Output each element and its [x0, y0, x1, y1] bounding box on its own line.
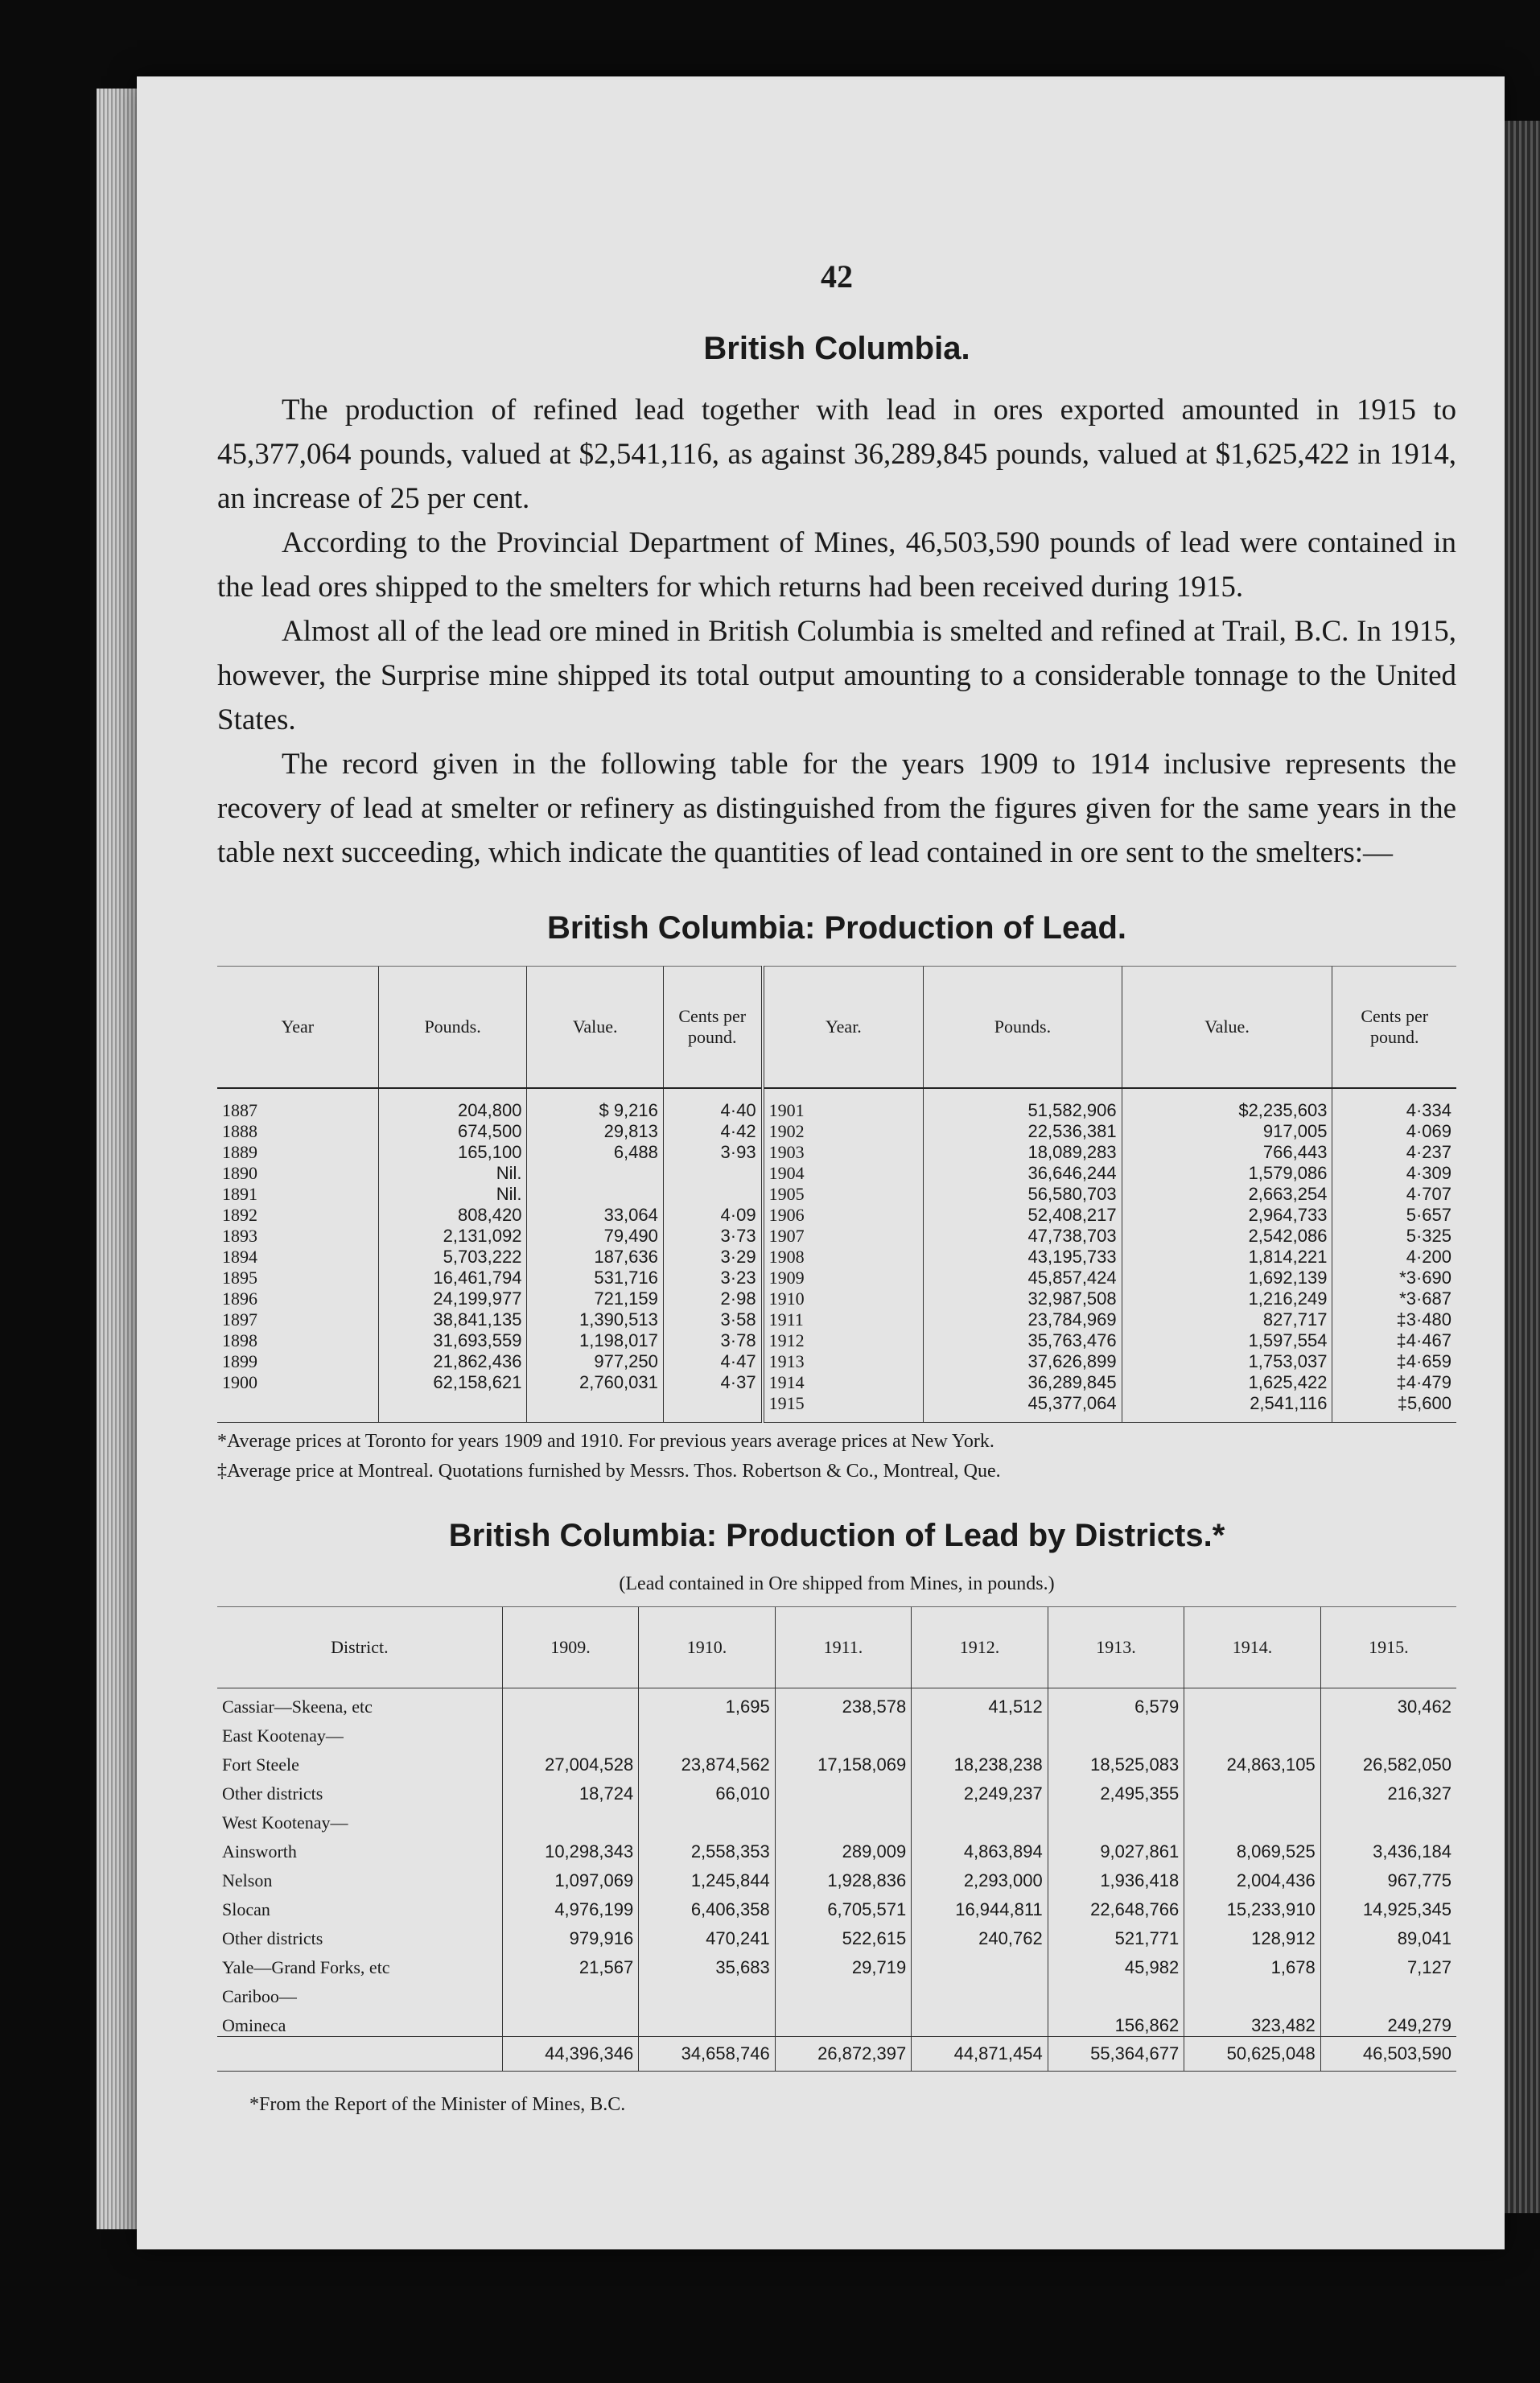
district-value	[1184, 1978, 1321, 2007]
cents-cell	[669, 1184, 756, 1205]
district-name: Other districts	[222, 1928, 323, 1948]
value-cell: 1,814,221	[1248, 1247, 1328, 1267]
district-value	[1320, 1717, 1456, 1746]
cents-cell: ‡3·480	[1396, 1309, 1451, 1330]
district-value: 17,158,069	[775, 1746, 912, 1775]
district-value: 45,982	[1048, 1949, 1184, 1978]
district-value	[502, 1688, 639, 1718]
year-cell: 1887	[222, 1100, 257, 1120]
district-value	[1320, 1804, 1456, 1833]
pounds-cell: 165,100	[457, 1142, 522, 1162]
pounds-cell: 674,500	[457, 1121, 522, 1141]
district-value: 8,069,525	[1184, 1833, 1321, 1862]
value-cell: 827,717	[1262, 1309, 1328, 1330]
cents-cell: 3·93	[720, 1142, 756, 1162]
district-value	[912, 1978, 1048, 2007]
district-value: 522,615	[775, 1920, 912, 1949]
districts-table-header	[217, 1607, 1456, 1688]
total-value: 26,872,397	[775, 2037, 912, 2072]
district-value: 2,558,353	[639, 1833, 776, 1862]
section-title: British Columbia.	[703, 331, 970, 366]
value-cell: 2,542,086	[1248, 1226, 1328, 1246]
page-number: 42	[821, 258, 853, 295]
district-value	[1184, 1804, 1321, 1833]
district-value: 3,436,184	[1320, 1833, 1456, 1862]
cents-cell: ‡4·467	[1396, 1330, 1451, 1350]
cents-column-left	[663, 1088, 762, 1423]
year-cell: 1891	[222, 1184, 257, 1204]
district-value: 23,874,562	[639, 1746, 776, 1775]
cents-cell: 2·98	[720, 1288, 756, 1309]
district-value: 15,233,910	[1184, 1891, 1321, 1920]
year-cell: 1913	[768, 1351, 805, 1371]
district-value: 216,327	[1320, 1775, 1456, 1804]
district-row	[217, 1717, 1456, 1746]
district-value	[1184, 1688, 1321, 1718]
district-value: 27,004,528	[502, 1746, 639, 1775]
cents-cell: 4·09	[720, 1205, 756, 1225]
value-cell	[532, 1184, 657, 1205]
district-name: East Kootenay—	[222, 1725, 344, 1746]
pounds-cell: 204,800	[457, 1100, 522, 1120]
district-name: Yale—Grand Forks, etc	[222, 1957, 390, 1977]
district-name: Fort Steele	[222, 1754, 299, 1775]
district-value	[775, 1804, 912, 1833]
district-value	[639, 2007, 776, 2037]
table1-title: British Columbia: Production of Lead.	[547, 910, 1126, 946]
district-value: 26,582,050	[1320, 1746, 1456, 1775]
year-cell: 1889	[222, 1142, 257, 1162]
districts-table	[217, 1606, 1456, 2072]
header-1914: 1914.	[1184, 1607, 1321, 1688]
district-value: 521,771	[1048, 1920, 1184, 1949]
district-row	[217, 1891, 1456, 1920]
district-value	[775, 2007, 912, 2037]
binding-edge	[1505, 121, 1540, 2213]
districts-table-body	[217, 1688, 1456, 2072]
district-value: 1,245,844	[639, 1862, 776, 1891]
year-cell: 1890	[222, 1163, 257, 1183]
value-cell: 917,005	[1262, 1121, 1328, 1141]
pounds-cell: 16,461,794	[433, 1268, 522, 1288]
total-value: 44,871,454	[912, 2037, 1048, 2072]
district-value	[639, 1978, 776, 2007]
year-cell: 1902	[768, 1121, 805, 1141]
district-row	[217, 1804, 1456, 1833]
value-cell	[532, 1163, 657, 1184]
value-column-right	[1122, 1088, 1332, 1423]
cents-cell: 5·657	[1406, 1205, 1451, 1225]
cents-cell: 3·29	[720, 1247, 756, 1267]
value-cell: 6,488	[613, 1142, 658, 1162]
pounds-cell: 5,703,222	[443, 1247, 522, 1267]
district-value: 10,298,343	[502, 1833, 639, 1862]
district-value: 128,912	[1184, 1920, 1321, 1949]
district-row	[217, 1862, 1456, 1891]
district-value: 66,010	[639, 1775, 776, 1804]
district-value	[502, 1978, 639, 2007]
year-cell: 1898	[222, 1330, 257, 1350]
district-value: 4,863,894	[912, 1833, 1048, 1862]
header-pounds-right: Pounds.	[924, 967, 1122, 1089]
district-value	[1320, 1978, 1456, 2007]
cents-cell: 4·200	[1406, 1247, 1451, 1267]
district-name: Cassiar—Skeena, etc	[222, 1697, 373, 1717]
totals-row	[217, 2037, 1456, 2072]
header-1915: 1915.	[1320, 1607, 1456, 1688]
district-row	[217, 1833, 1456, 1862]
districts-footnote: *From the Report of the Minister of Mines, B.C.	[249, 2094, 626, 2115]
district-value	[1048, 1717, 1184, 1746]
district-name: Nelson	[222, 1870, 273, 1890]
value-cell: 721,159	[594, 1288, 658, 1309]
district-row	[217, 1688, 1456, 1718]
total-value: 50,625,048	[1184, 2037, 1321, 2072]
value-cell: 1,692,139	[1248, 1268, 1328, 1288]
cents-cell: ‡4·659	[1396, 1351, 1451, 1371]
table2-title: British Columbia: Production of Lead by Districts.*	[448, 1518, 1225, 1553]
cents-cell: *3·690	[1399, 1268, 1451, 1288]
page-content	[217, 258, 1456, 2116]
value-cell: 1,216,249	[1248, 1288, 1328, 1309]
pounds-cell: Nil.	[496, 1163, 522, 1183]
district-value	[1048, 1804, 1184, 1833]
pounds-cell: 45,857,424	[1027, 1268, 1117, 1288]
district-value: 238,578	[775, 1688, 912, 1718]
header-cents-left: Cents per pound.	[663, 967, 762, 1089]
header-1910: 1910.	[639, 1607, 776, 1688]
pounds-cell: 36,289,845	[1027, 1372, 1117, 1392]
district-value	[775, 1978, 912, 2007]
district-value: 14,925,345	[1320, 1891, 1456, 1920]
district-value: 21,567	[502, 1949, 639, 1978]
district-row	[217, 1978, 1456, 2007]
production-table-body	[217, 1088, 1456, 1423]
district-value: 16,944,811	[912, 1891, 1048, 1920]
district-value: 2,293,000	[912, 1862, 1048, 1891]
district-row	[217, 1920, 1456, 1949]
district-value: 7,127	[1320, 1949, 1456, 1978]
production-table	[217, 966, 1456, 1423]
year-cell: 1888	[222, 1121, 257, 1141]
district-value: 240,762	[912, 1920, 1048, 1949]
district-value: 1,678	[1184, 1949, 1321, 1978]
pounds-cell: 43,195,733	[1027, 1247, 1117, 1267]
pounds-cell: Nil.	[496, 1184, 522, 1204]
value-cell: 33,064	[603, 1205, 658, 1225]
cents-cell: 3·78	[720, 1330, 756, 1350]
year-cell: 1896	[222, 1288, 257, 1309]
district-value	[639, 1717, 776, 1746]
pounds-cell: 45,377,064	[1027, 1393, 1117, 1413]
district-value	[775, 1775, 912, 1804]
year-cell: 1899	[222, 1351, 257, 1371]
paragraph-4: The record given in the following table for the years 1909 to 1914 inclusive represents the recovery of lead at smelter or refinery as distinguished from the figures given for the same years in the table next succeeding, which indicate the quantities of lead contained in ore sent to the smelters:—	[217, 748, 1456, 869]
district-value: 470,241	[639, 1920, 776, 1949]
header-district: District.	[217, 1607, 502, 1688]
paragraph-1: The production of refined lead together with lead in ores exported amounted in 1915 to 45,377,064 pounds, valued at $2,541,116, as against 36,289,845 pounds, valued at $1,625,422 in 1914, an increase of 25 per cent.	[217, 394, 1456, 515]
district-value: 22,648,766	[1048, 1891, 1184, 1920]
district-value: 18,724	[502, 1775, 639, 1804]
value-cell: 187,636	[594, 1247, 658, 1267]
district-value: 967,775	[1320, 1862, 1456, 1891]
value-cell: 2,964,733	[1248, 1205, 1328, 1225]
district-value: 9,027,861	[1048, 1833, 1184, 1862]
totals-label	[217, 2037, 502, 2072]
year-cell: 1894	[222, 1247, 257, 1267]
year-cell: 1895	[222, 1268, 257, 1288]
district-value: 1,936,418	[1048, 1862, 1184, 1891]
production-table-header	[217, 967, 1456, 1089]
district-name: Ainsworth	[222, 1841, 297, 1861]
year-cell: 1912	[768, 1330, 805, 1350]
district-value	[912, 1949, 1048, 1978]
year-cell: 1904	[768, 1163, 805, 1183]
pounds-column-right	[924, 1088, 1122, 1423]
pounds-cell: 35,763,476	[1027, 1330, 1117, 1350]
total-value: 55,364,677	[1048, 2037, 1184, 2072]
year-cell: 1914	[768, 1372, 805, 1392]
district-value: 89,041	[1320, 1920, 1456, 1949]
district-value	[1048, 1978, 1184, 2007]
district-value: 41,512	[912, 1688, 1048, 1718]
cents-cell: 4·37	[720, 1372, 756, 1392]
pounds-column-left	[378, 1088, 527, 1423]
header-cents-right: Cents per pound.	[1332, 967, 1456, 1089]
cents-cell: 3·73	[720, 1226, 756, 1246]
pounds-cell: 51,582,906	[1027, 1100, 1117, 1120]
pounds-cell: 24,199,977	[433, 1288, 522, 1309]
district-value: 4,976,199	[502, 1891, 639, 1920]
header-value-right: Value.	[1122, 967, 1332, 1089]
value-cell: 1,390,513	[579, 1309, 658, 1330]
pounds-cell: 18,089,283	[1027, 1142, 1117, 1162]
year-cell: 1900	[222, 1372, 257, 1392]
district-value	[912, 2007, 1048, 2037]
pounds-cell: 52,408,217	[1027, 1205, 1117, 1225]
cents-cell: 4·237	[1406, 1142, 1451, 1162]
cents-cell	[669, 1163, 756, 1184]
district-value: 1,928,836	[775, 1862, 912, 1891]
footnote-montreal: ‡Average price at Montreal. Quotations furnished by Messrs. Thos. Robertson & Co., Montreal, Que.	[217, 1461, 1001, 1482]
header-pounds-left: Pounds.	[378, 967, 527, 1089]
cents-cell: 3·23	[720, 1268, 756, 1288]
district-row	[217, 1746, 1456, 1775]
year-cell: 1903	[768, 1142, 805, 1162]
district-name: Cariboo—	[222, 1986, 297, 2006]
header-year-right: Year.	[763, 967, 924, 1089]
district-value: 35,683	[639, 1949, 776, 1978]
pounds-cell: 32,987,508	[1027, 1288, 1117, 1309]
district-value: 156,862	[1048, 2007, 1184, 2037]
year-cell: 1911	[768, 1309, 804, 1330]
year-cell: 1905	[768, 1184, 805, 1204]
district-value: 6,705,571	[775, 1891, 912, 1920]
value-cell: 1,198,017	[579, 1330, 658, 1350]
pounds-cell: 2,131,092	[443, 1226, 522, 1246]
district-value: 1,097,069	[502, 1862, 639, 1891]
district-value: 249,279	[1320, 2007, 1456, 2037]
pounds-cell: 62,158,621	[433, 1372, 522, 1392]
district-value	[775, 1717, 912, 1746]
district-name: Omineca	[222, 2015, 286, 2035]
year-cell: 1909	[768, 1268, 805, 1288]
years-column-left	[217, 1088, 378, 1423]
district-row	[217, 1775, 1456, 1804]
header-1909: 1909.	[502, 1607, 639, 1688]
district-value: 979,916	[502, 1920, 639, 1949]
district-value: 323,482	[1184, 2007, 1321, 2037]
district-value	[502, 1804, 639, 1833]
district-value	[1184, 1717, 1321, 1746]
cents-cell: 3·58	[720, 1309, 756, 1330]
district-value	[912, 1717, 1048, 1746]
district-value: 6,406,358	[639, 1891, 776, 1920]
cents-cell: ‡4·479	[1396, 1372, 1451, 1392]
value-cell: 79,490	[603, 1226, 658, 1246]
pounds-cell: 47,738,703	[1027, 1226, 1117, 1246]
district-row	[217, 1949, 1456, 1978]
district-value	[502, 1717, 639, 1746]
value-cell: 2,663,254	[1248, 1184, 1328, 1204]
year-cell: 1910	[768, 1288, 805, 1309]
value-cell: $2,235,603	[1238, 1100, 1328, 1120]
district-row	[217, 2007, 1456, 2037]
cents-cell: 4·42	[720, 1121, 756, 1141]
district-name: Other districts	[222, 1783, 323, 1804]
district-value: 6,579	[1048, 1688, 1184, 1718]
header-year-left: Year	[217, 967, 378, 1089]
header-value-left: Value.	[527, 967, 663, 1089]
value-cell: 977,250	[594, 1351, 658, 1371]
total-value: 46,503,590	[1320, 2037, 1456, 2072]
district-value	[1184, 1775, 1321, 1804]
header-1913: 1913.	[1048, 1607, 1184, 1688]
pounds-cell: 31,693,559	[433, 1330, 522, 1350]
district-value: 2,004,436	[1184, 1862, 1321, 1891]
district-value	[912, 1804, 1048, 1833]
cents-cell: 4·309	[1406, 1163, 1451, 1183]
cents-cell: 4·40	[720, 1100, 756, 1120]
district-value: 289,009	[775, 1833, 912, 1862]
pounds-cell: 808,420	[457, 1205, 522, 1225]
cents-cell: 4·707	[1406, 1184, 1451, 1204]
value-cell: 531,716	[594, 1268, 658, 1288]
value-cell: 1,579,086	[1248, 1163, 1328, 1183]
total-value: 34,658,746	[639, 2037, 776, 2072]
value-cell: 1,597,554	[1248, 1330, 1328, 1350]
year-cell: 1915	[768, 1393, 805, 1413]
district-value: 2,249,237	[912, 1775, 1048, 1804]
year-cell: 1907	[768, 1226, 805, 1246]
pounds-cell: 38,841,135	[433, 1309, 522, 1330]
cents-cell: 4·069	[1406, 1121, 1451, 1141]
value-column-left	[527, 1088, 663, 1423]
district-value	[502, 2007, 639, 2037]
value-cell: 29,813	[603, 1121, 658, 1141]
year-cell: 1892	[222, 1205, 257, 1225]
paragraph-3: Almost all of the lead ore mined in British Columbia is smelted and refined at Trail, B.C. In 1915, however, the Surprise mine shipped its total output amounting to a considerable tonnage to the United States.	[217, 615, 1456, 736]
years-column-right	[763, 1088, 924, 1423]
table2-subtitle: (Lead contained in Ore shipped from Mines, in pounds.)	[619, 1573, 1055, 1594]
value-cell: 2,760,031	[579, 1372, 658, 1392]
cents-cell: ‡5,600	[1397, 1393, 1451, 1413]
district-value: 18,238,238	[912, 1746, 1048, 1775]
district-value: 29,719	[775, 1949, 912, 1978]
cents-cell: 5·325	[1406, 1226, 1451, 1246]
pounds-cell: 23,784,969	[1027, 1309, 1117, 1330]
cents-cell: *3·687	[1399, 1288, 1451, 1309]
cents-column-right	[1332, 1088, 1456, 1423]
cents-cell: 4·47	[720, 1351, 756, 1371]
value-cell: 1,625,422	[1248, 1372, 1328, 1392]
year-cell: 1897	[222, 1309, 257, 1330]
district-value: 24,863,105	[1184, 1746, 1321, 1775]
year-cell: 1908	[768, 1247, 805, 1267]
district-value: 30,462	[1320, 1688, 1456, 1718]
value-cell: 766,443	[1262, 1142, 1328, 1162]
pounds-cell: 37,626,899	[1027, 1351, 1117, 1371]
total-value: 44,396,346	[502, 2037, 639, 2072]
value-cell: 2,541,116	[1250, 1393, 1328, 1413]
year-cell: 1906	[768, 1205, 805, 1225]
cents-cell: 4·334	[1406, 1100, 1451, 1120]
district-name: Slocan	[222, 1899, 270, 1919]
district-value: 1,695	[639, 1688, 776, 1718]
district-value	[639, 1804, 776, 1833]
header-1912: 1912.	[912, 1607, 1048, 1688]
value-cell: $ 9,216	[599, 1100, 658, 1120]
pounds-cell: 36,646,244	[1027, 1163, 1117, 1183]
year-cell: 1893	[222, 1226, 257, 1246]
header-1911: 1911.	[775, 1607, 912, 1688]
pounds-cell: 21,862,436	[433, 1351, 522, 1371]
value-cell: 1,753,037	[1248, 1351, 1328, 1371]
paragraph-2: According to the Provincial Department of Mines, 46,503,590 pounds of lead were contained in the lead ores shipped to the smelters for which returns had been received during 1915.	[217, 526, 1456, 604]
year-cell: 1901	[768, 1100, 805, 1120]
pounds-cell: 56,580,703	[1027, 1184, 1117, 1204]
footnote-toronto: *Average prices at Toronto for years 1909 and 1910. For previous years average prices at New York.	[217, 1431, 994, 1452]
district-value: 2,495,355	[1048, 1775, 1184, 1804]
pounds-cell: 22,536,381	[1027, 1121, 1117, 1141]
district-name: West Kootenay—	[222, 1812, 348, 1833]
district-value: 18,525,083	[1048, 1746, 1184, 1775]
